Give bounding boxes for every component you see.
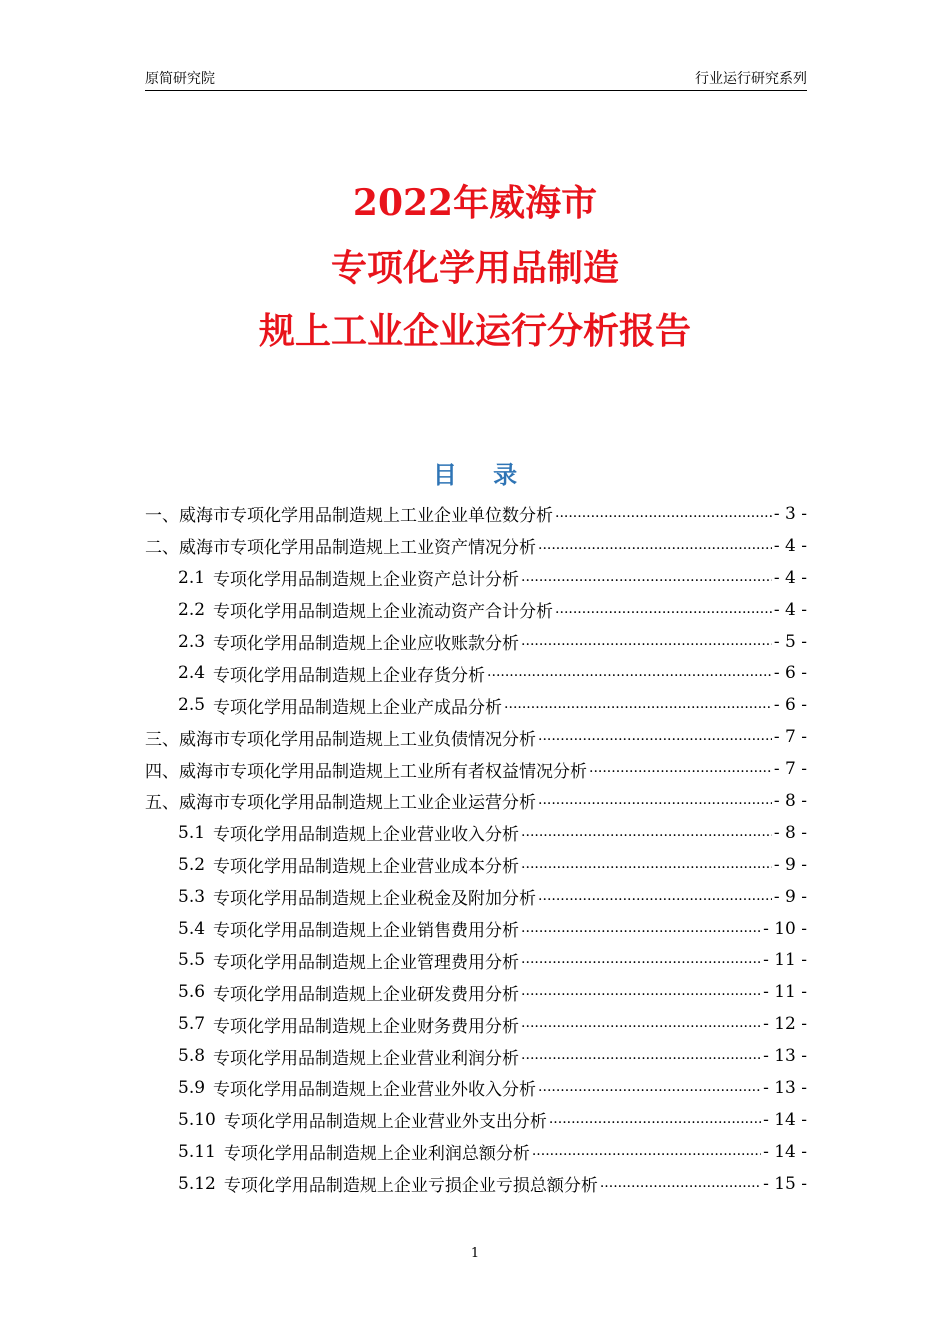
toc-entry-title: 专项化学用品制造规上企业营业利润分析	[213, 1048, 520, 1069]
toc-entry-page: - 6 -	[773, 663, 807, 684]
toc-entry-page: - 13 -	[763, 1077, 807, 1098]
toc-entry-title: 专项化学用品制造规上企业管理费用分析	[213, 952, 520, 973]
toc-entry[interactable]	[145, 498, 807, 530]
toc-entry[interactable]	[145, 944, 807, 976]
toc-entry-title: 专项化学用品制造规上企业应收账款分析	[213, 634, 520, 654]
toc-entry-number: 5.7	[178, 1014, 206, 1035]
toc-leader-dots	[549, 1110, 761, 1130]
toc-entry-number: 三、	[145, 729, 179, 750]
toc-entry[interactable]	[145, 562, 807, 594]
toc-leader-dots	[521, 568, 772, 588]
toc-entry-page: - 9 -	[773, 854, 807, 875]
toc-leader-dots	[555, 504, 772, 524]
toc-entry[interactable]	[145, 657, 807, 689]
toc-entry-title: 威海市专项化学用品制造规上工业企业运营分析	[179, 793, 536, 814]
toc-entry-page: - 10 -	[763, 918, 807, 939]
toc-leader-dots	[538, 887, 772, 907]
toc-entry-title: 专项化学用品制造规上企业资产总计分析	[213, 570, 520, 591]
toc-entry-number: 5.6	[178, 982, 206, 1003]
toc-entry-page: - 6 -	[773, 695, 807, 716]
toc-entry[interactable]	[145, 881, 807, 913]
toc-entry-page: - 7 -	[773, 759, 807, 780]
toc-entry[interactable]	[145, 1104, 807, 1136]
toc-entry[interactable]	[145, 530, 807, 562]
toc-entry[interactable]	[145, 1008, 807, 1040]
toc-entry-number: 2.1	[178, 567, 206, 588]
toc-entry[interactable]	[145, 1072, 807, 1104]
toc-entry-number: 2.5	[178, 695, 206, 716]
toc-leader-dots	[521, 919, 761, 939]
toc-entry-number: 2.4	[178, 663, 206, 684]
report-title-line3: 规上工业企业运行分析报告	[258, 310, 691, 352]
toc-entry-page: - 4 -	[773, 567, 807, 588]
toc-entry-number: 一、	[145, 506, 179, 527]
toc-entry-number: 5.5	[178, 950, 206, 971]
toc-entry-number: 四、	[145, 761, 179, 782]
toc-entry-title: 专项化学用品制造规上企业营业外收入分析	[213, 1080, 537, 1101]
toc-entry-title: 威海市专项化学用品制造规上工业所有者权益情况分析	[179, 761, 587, 782]
toc-entry-number: 5.8	[178, 1046, 206, 1067]
header-org: 原简研究院	[145, 71, 215, 87]
toc-entry-page: - 7 -	[773, 727, 807, 748]
report-title-line1: 2022年威海市	[352, 182, 598, 224]
toc-entry-page: - 3 -	[773, 503, 807, 524]
toc-entry-title: 专项化学用品制造规上企业税金及附加分析	[213, 889, 537, 910]
toc-entry-number: 5.1	[178, 822, 206, 843]
toc-entry-page: - 14 -	[763, 1109, 807, 1130]
toc-leader-dots	[538, 1078, 761, 1098]
toc-entry[interactable]	[145, 753, 807, 785]
header-series: 行业运行研究系列	[695, 71, 807, 87]
toc-entry-title: 专项化学用品制造规上企业亏损企业亏损总额分析	[223, 1176, 598, 1197]
toc-entry-page: - 9 -	[773, 886, 807, 907]
toc-entry[interactable]	[145, 817, 807, 849]
toc-leader-dots	[521, 982, 761, 1002]
toc-entry-number: 5.2	[178, 854, 206, 875]
toc-entry-title: 专项化学用品制造规上企业流动资产合计分析	[213, 602, 554, 623]
toc-entry-title: 专项化学用品制造规上企业财务费用分析	[213, 1016, 520, 1037]
toc-entry[interactable]	[145, 849, 807, 881]
toc-leader-dots	[521, 632, 772, 652]
toc-leader-dots	[521, 855, 772, 875]
toc-entry-title: 专项化学用品制造规上企业存货分析	[213, 665, 486, 686]
report-title-line2: 专项化学用品制造	[330, 247, 619, 289]
toc-entry[interactable]	[145, 976, 807, 1008]
toc-entry-page: - 8 -	[773, 822, 807, 843]
toc-entry[interactable]	[145, 626, 807, 658]
toc-entry-page: - 4 -	[773, 535, 807, 556]
table-of-contents	[145, 498, 807, 1200]
toc-entry-page: - 8 -	[773, 790, 807, 811]
page-header	[145, 66, 807, 91]
toc-entry[interactable]	[145, 785, 807, 817]
toc-entry[interactable]	[145, 689, 807, 721]
toc-entry-title: 威海市专项化学用品制造规上工业负债情况分析	[179, 729, 536, 750]
toc-entry-title: 专项化学用品制造规上企业研发费用分析	[213, 984, 520, 1005]
toc-leader-dots	[487, 663, 772, 683]
toc-leader-dots	[538, 536, 772, 556]
toc-entry-number: 5.10	[178, 1109, 216, 1130]
toc-entry-title: 专项化学用品制造规上企业销售费用分析	[213, 921, 520, 942]
toc-entry[interactable]	[145, 1136, 807, 1168]
toc-leader-dots	[532, 1142, 761, 1162]
toc-entry-page: - 11 -	[763, 950, 807, 971]
toc-entry-number: 5.9	[178, 1077, 206, 1098]
toc-leader-dots	[600, 1174, 761, 1194]
toc-entry-title: 专项化学用品制造规上企业营业收入分析	[213, 825, 520, 846]
toc-entry[interactable]	[145, 594, 807, 626]
toc-entry-page: - 13 -	[763, 1046, 807, 1067]
toc-leader-dots	[589, 759, 772, 779]
toc-leader-dots	[521, 1046, 761, 1066]
toc-heading: 目 录	[432, 461, 532, 489]
toc-leader-dots	[504, 695, 772, 715]
toc-entry-number: 5.3	[178, 886, 206, 907]
toc-entry-title: 威海市专项化学用品制造规上工业企业单位数分析	[179, 506, 553, 527]
toc-entry[interactable]	[145, 1040, 807, 1072]
toc-leader-dots	[555, 600, 772, 620]
toc-entry-title: 威海市专项化学用品制造规上工业资产情况分析	[179, 538, 536, 559]
page-number: 1	[470, 1246, 480, 1261]
toc-entry-title: 专项化学用品制造规上企业营业成本分析	[213, 857, 520, 878]
toc-entry-page: - 14 -	[763, 1141, 807, 1162]
toc-entry-page: - 5 -	[773, 631, 807, 652]
toc-entry-number: 5.11	[178, 1141, 216, 1162]
toc-entry-title: 专项化学用品制造规上企业产成品分析	[213, 697, 503, 718]
toc-entry[interactable]	[145, 721, 807, 753]
toc-entry-page: - 11 -	[763, 982, 807, 1003]
toc-entry-title: 专项化学用品制造规上企业营业外支出分析	[223, 1112, 547, 1133]
toc-entry-title: 专项化学用品制造规上企业利润总额分析	[223, 1144, 530, 1165]
toc-entry-page: - 4 -	[773, 599, 807, 620]
toc-entry-number: 5.12	[178, 1173, 216, 1194]
toc-entry-page: - 12 -	[763, 1014, 807, 1035]
toc-leader-dots	[521, 1014, 761, 1034]
toc-entry-number: 二、	[145, 538, 179, 559]
toc-entry-number: 五、	[145, 793, 179, 814]
toc-leader-dots	[521, 950, 761, 970]
toc-leader-dots	[538, 727, 772, 747]
toc-entry-number: 2.3	[178, 631, 206, 652]
toc-entry-page: - 15 -	[763, 1173, 807, 1194]
toc-entry-number: 2.2	[178, 599, 206, 620]
toc-entry[interactable]	[145, 913, 807, 945]
toc-leader-dots	[521, 823, 772, 843]
toc-leader-dots	[538, 791, 772, 811]
toc-entry[interactable]	[145, 1168, 807, 1200]
toc-entry-number: 5.4	[178, 918, 206, 939]
